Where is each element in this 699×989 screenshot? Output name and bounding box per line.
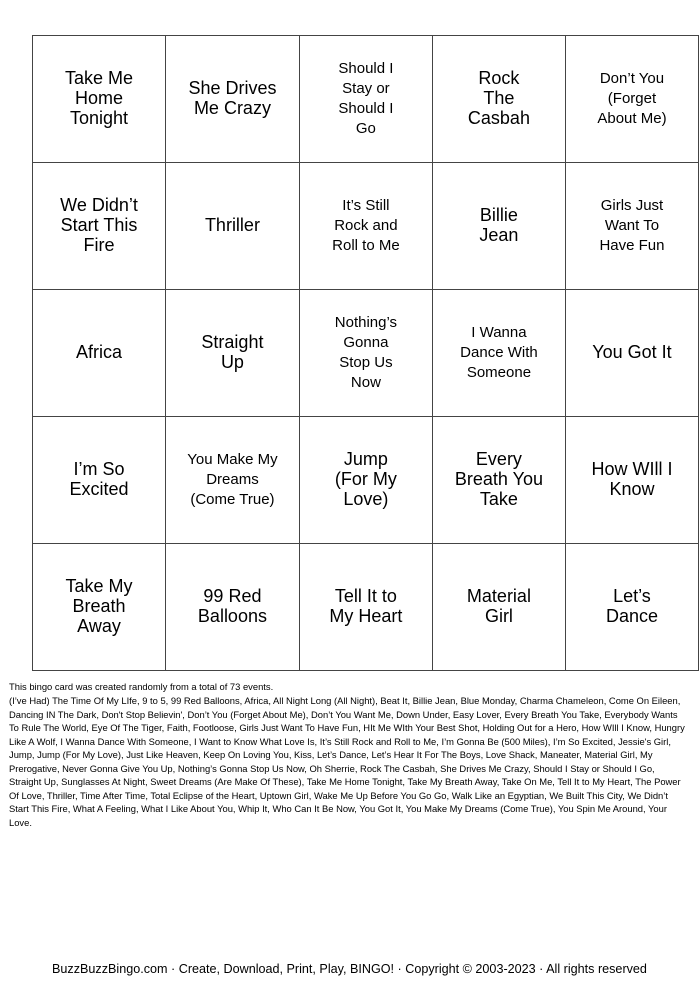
bingo-cell-text: Nothing’s Gonna Stop Us Now	[334, 314, 398, 391]
bingo-cell-text: Should I Stay or Should I Go	[338, 60, 394, 137]
bingo-row	[33, 544, 699, 671]
bingo-cell	[299, 163, 432, 290]
bingo-cell	[565, 163, 698, 290]
bingo-cell-text: We Didn’t Start This Fire	[60, 195, 138, 255]
bingo-cell	[33, 544, 166, 671]
bingo-cell-text: Africa	[76, 342, 123, 362]
bingo-cell	[33, 417, 166, 544]
bingo-cell-text: I’m So Excited	[69, 459, 129, 499]
bingo-cell-text: You Got It	[592, 342, 672, 362]
bingo-cell-text: Tell It to My Heart	[329, 586, 403, 626]
bingo-cell	[299, 417, 432, 544]
bingo-cell	[565, 36, 698, 163]
bingo-cell-text: Billie Jean	[479, 205, 519, 245]
bingo-cell-text: Girls Just Want To Have Fun	[599, 197, 665, 254]
events-list: (I’ve Had) The Time Of My LIfe, 9 to 5, 99 Red Balloons, Africa, All Night Long (All Night), Beat It, Billie Jean, Blue Monday, Charma Chameleon, Come On Eileen, Dancing IN The Dark, Don't Stop Believin', Don’t You (Forget About Me), Don’t You Want Me, Down Under, Easy Lover, Every Breath You Take, Everybody Wants To Rule The World, Eye Of The Tiger, Faith, Footloose, Girls Just Want To Have Fun, HIt Me WIth Your Best Shot, Holding Out for a Hero, How WIll I Know, Hungry Like A Wolf, I Wanna Dance With Someone, I Want to Know What Love Is, It’s Still Rock and Roll to Me, I’m Gonna Be (500 Miles), I’m So Excited, Jessie's Girl, Jump, Jump (For My Love), Just Like Heaven, Keep On Loving You, Kiss, Let’s Dance, Let’s Hear It For The Boys, Love Shack, Maneater, Material Girl, My Prerogative, Never Gonna Give You Up, Nothing’s Gonna Stop Us Now, Oh Sherrie, Rock The Casbah, She Drives Me Crazy, Should I Stay or Should I Go, Straight Up, Sunglasses At Night, Sweet Dreams (Are Make Of These), Take Me Home Tonight, Take My Breath Away, Take On Me, Tell It to My Heart, The Power Of Love, Thriller, Time After Time, Total Eclipse of the Heart, Uptown Girl, Wake Me Up Before You Go Go, Walk Like an Egyptian, We Built This City, We Didn’t Start This Fire, What A Feeling, What I Like About You, Whip It, Who Can It Be Now, You Got It, You Make My Dreams (Come True), You Spin Me Around, Your Love.	[9, 695, 685, 828]
card-info-text: This bingo card was created randomly from a total of 73 events.	[9, 681, 274, 692]
bingo-cell	[166, 544, 300, 671]
bingo-cell	[299, 290, 432, 417]
bingo-cell	[565, 417, 698, 544]
bingo-cell	[166, 36, 300, 163]
bingo-cell	[565, 544, 698, 671]
bingo-cell-text: Straight Up	[201, 332, 264, 372]
bingo-cell	[565, 290, 698, 417]
bingo-cell-text: Material Girl	[466, 586, 531, 626]
bingo-cell	[432, 417, 565, 544]
bingo-cell	[432, 290, 565, 417]
bingo-cell-text: Every Breath You Take	[454, 449, 543, 509]
bingo-cell-text: Thriller	[204, 215, 260, 235]
bingo-cell-text: Take My Breath Away	[65, 576, 133, 636]
bingo-cell-text: How WIll I Know	[591, 459, 673, 499]
bingo-cell-text: Let’s Dance	[605, 586, 658, 626]
bingo-row	[33, 163, 699, 290]
bingo-cell	[33, 163, 166, 290]
bingo-cell-text: It’s Still Rock and Roll to Me	[332, 197, 400, 254]
bingo-cell	[33, 36, 166, 163]
bingo-row	[33, 290, 699, 417]
bingo-cell-text: I Wanna Dance With Someone	[460, 324, 538, 381]
bingo-row	[33, 36, 699, 163]
bingo-cell-text: 99 Red Balloons	[197, 586, 267, 626]
bingo-cell	[432, 163, 565, 290]
bingo-cell	[299, 36, 432, 163]
bingo-cell	[166, 417, 300, 544]
bingo-cell-text: Rock The Casbah	[467, 68, 530, 128]
bingo-cell	[432, 544, 565, 671]
bingo-cell-text: Jump (For My Love)	[334, 449, 397, 509]
bingo-cell-text: Don’t You (Forget About Me)	[597, 70, 667, 127]
bingo-cell-text: You Make My Dreams (Come True)	[187, 451, 278, 508]
bingo-row	[33, 417, 699, 544]
site-footer: BuzzBuzzBingo.com · Create, Download, Print, Play, BINGO! · Copyright © 2003-2023 · All rights reserved	[52, 962, 647, 976]
bingo-cell-text: Take Me Home Tonight	[65, 68, 134, 128]
bingo-cell	[432, 36, 565, 163]
bingo-cell-text: She Drives Me Crazy	[188, 78, 277, 118]
bingo-card	[32, 35, 699, 671]
bingo-cell	[166, 290, 300, 417]
bingo-cell	[166, 163, 300, 290]
bingo-cell	[33, 290, 166, 417]
bingo-cell	[299, 544, 432, 671]
